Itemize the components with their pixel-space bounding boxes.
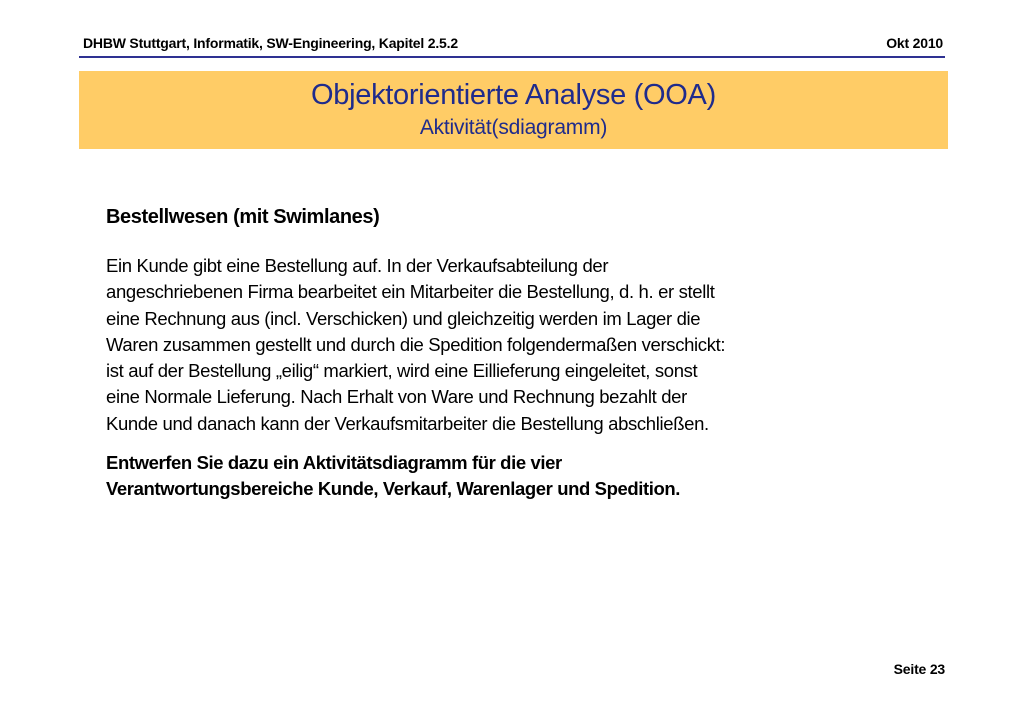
task-line: Entwerfen Sie dazu ein Aktivitätsdiagramm für die vier [106, 452, 562, 474]
paragraph-line: eine Normale Lieferung. Nach Erhalt von Ware und Rechnung bezahlt der [106, 386, 687, 408]
header-divider [79, 56, 945, 58]
task-line: Verantwortungsbereiche Kunde, Verkauf, Warenlager und Spedition. [106, 478, 681, 500]
description-paragraph [106, 253, 866, 437]
slide-header [79, 35, 945, 57]
header-course-info: DHBW Stuttgart, Informatik, SW-Engineering, Kapitel 2.5.2 [83, 35, 458, 51]
paragraph-line: Waren zusammen gestellt und durch die Spedition folgendermaßen verschickt: [106, 333, 726, 355]
paragraph-line: eine Rechnung aus (incl. Verschicken) und gleichzeitig werden im Lager die [106, 307, 701, 329]
paragraph-line: ist auf der Bestellung „eilig“ markiert, wird eine Eillieferung eingeleitet, sonst [106, 360, 698, 382]
task-paragraph [106, 450, 866, 503]
paragraph-line: Ein Kunde gibt eine Bestellung auf. In der Verkaufsabteilung der [106, 255, 609, 276]
slide-content [106, 205, 866, 503]
title-banner [79, 71, 948, 149]
paragraph-line: angeschriebenen Firma bearbeitet ein Mitarbeiter die Bestellung, d. h. er stellt [106, 281, 715, 303]
section-heading: Bestellwesen (mit Swimlanes) [106, 206, 380, 228]
slide-subtitle: Aktivität(sdiagramm) [419, 116, 608, 139]
header-date: Okt 2010 [886, 35, 943, 51]
page-number: Seite 23 [893, 661, 945, 677]
paragraph-line: Kunde und danach kann der Verkaufsmitarbeiter die Bestellung abschließen. [106, 412, 709, 434]
slide-title: Objektorientierte Analyse (OOA) [311, 79, 716, 111]
